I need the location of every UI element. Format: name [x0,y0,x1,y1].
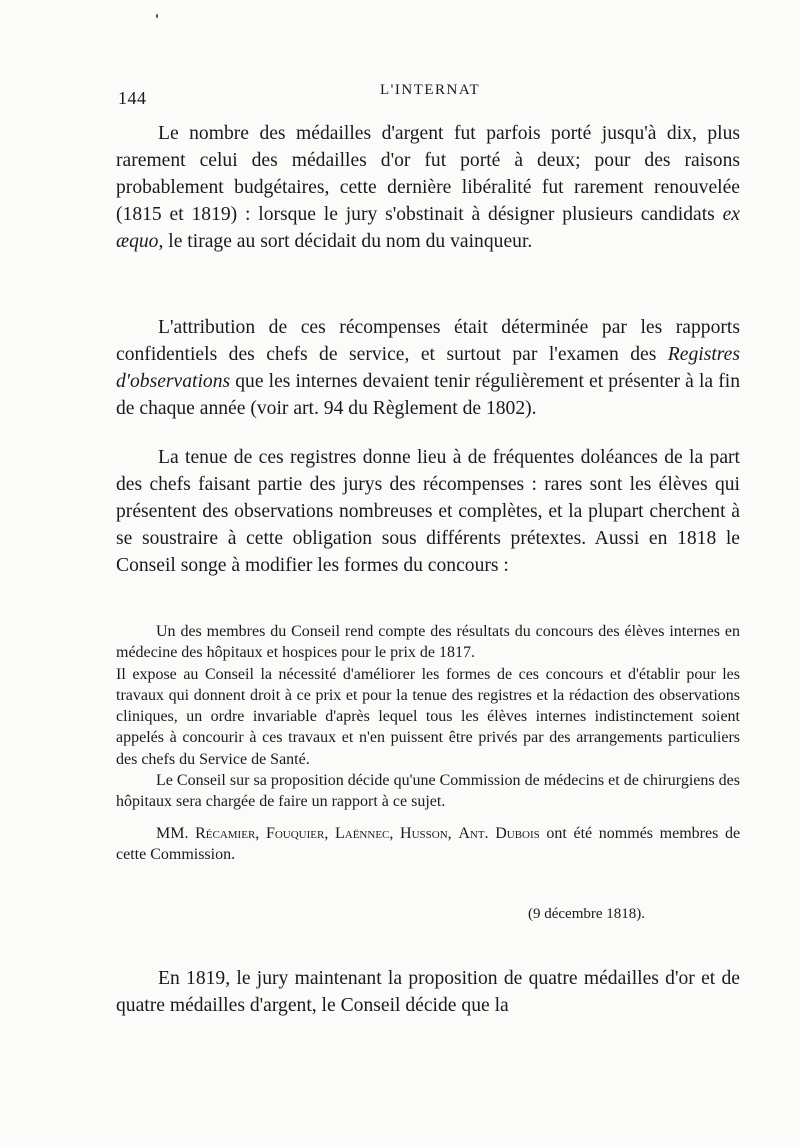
para2-text-a: L'attribution de ces récompenses était déterminée par les rapports confidentiels des chefs de service, et surtout par l'examen des [116,317,740,365]
running-head: L'INTERNAT [380,82,481,98]
para2-italic: Registres d'observations [116,344,740,392]
para1-text-a: Le nombre des médailles d'argent fut parfois porté jusqu'à dix, plus rarement celui des médailles d'or fut porté à deux; pour des raisons probablement budgétaires, cette dernière libéralité fut rarement renouvelée (1815 et 1819) : lorsque le jury s'obstinait à désigner plusieurs candidats [116,123,740,225]
name-separator: , [389,824,401,842]
commission-member-name: Ant. Dubois [458,824,540,842]
quote-date: (9 décembre 1818). [528,906,646,922]
commission-member-name: Récamier [195,824,256,842]
commission-member-name: Fouquier [265,824,325,842]
ink-speck [156,14,158,18]
quote-p2: Il expose au Conseil la nécessité d'améliorer les formes de ces concours et d'établir pour les travaux qui donnent droit à ce prix et pour la tenue des registres et la rédaction des observations cliniques, un ordre invariable d'après lequel tous les élèves internes indistinctement soient appelés à concourir à ces travaux et n'en puissent être privés par des arrangements particuliers des chefs du Service de Santé. [116,665,740,768]
commission-member-name: Laënnec [335,824,390,842]
quote-p3: Le Conseil sur sa proposition décide qu'une Commission de médecins et de chirurgiens des hôpitaux sera chargée de faire un rapport à ce sujet. [116,772,740,811]
paragraph-3 [116,444,740,579]
name-separator: , [447,824,459,842]
name-separator: , [255,824,266,842]
quote-p4 [116,823,740,866]
quotation-block [116,621,740,865]
paragraph-1 [116,120,740,255]
para3-text: La tenue de ces registres donne lieu à de fréquentes doléances de la part des chefs faisant partie des jurys des récompenses : rares sont les élèves qui présentent des observations nombreuses et complètes, et la plupart cherchent à se soustraire à cette obligation sous différents prétextes. Aussi en 1818 le Conseil songe à modifier les formes du concours : [116,447,740,576]
paragraph-2 [116,314,740,422]
para-last-text: En 1819, le jury maintenant la proposition de quatre médailles d'or et de quatre médailles d'argent, le Conseil décide que la [116,968,740,1016]
para1-italic: ex æquo [116,204,740,252]
quote-p4-suffix: ont été nommés membres de cette Commission. [116,824,741,863]
commission-member-name: Husson [400,824,448,842]
para1-text-b: , le tirage au sort décidait du nom du vainqueur. [158,231,533,252]
quote-p1: Un des membres du Conseil rend compte des résultats du concours des élèves internes en médecine des hôpitaux et hospices pour le prix de 1817. [116,623,740,662]
name-separator: , [324,824,335,842]
quote-p4-prefix: MM. [156,824,196,842]
paragraph-last [116,965,740,1019]
page-number: 144 [118,88,147,108]
para2-text-b: que les internes devaient tenir régulièrement et présenter à la fin de chaque année (voir art. 94 du Règlement de 1802). [116,371,740,419]
